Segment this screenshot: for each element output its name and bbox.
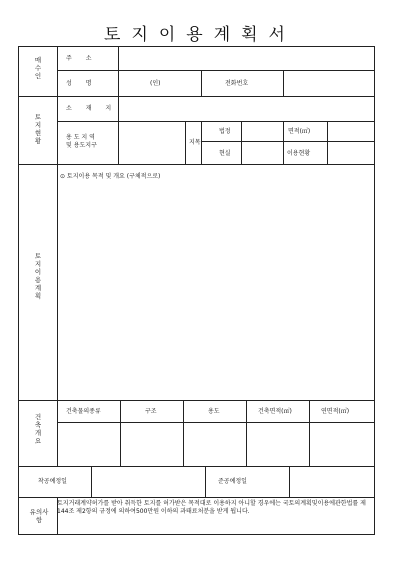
building-area-field[interactable] — [247, 423, 308, 465]
grid-line — [201, 70, 202, 96]
location-field[interactable] — [119, 97, 374, 120]
end-date-label: 준공예정일 — [218, 478, 247, 485]
legal-jimok-label: 법정 — [219, 128, 231, 135]
grid-line — [18, 400, 375, 401]
legal-jimok-field[interactable] — [242, 122, 282, 140]
notice-text: 토지거래계약허가를 받아 취득한 토지를 허가받은 목적대로 이용하지 아니할 경우에는 국토의계획및이용에관한법률 제144조 제2항의 규정에 의하여500만원 이하의 과태료처분을 받게 됩니다. — [57, 500, 366, 515]
notes-section-label: 유의사항 — [29, 508, 49, 524]
phone-label: 전화번호 — [225, 80, 249, 87]
address-field[interactable] — [119, 47, 374, 69]
plan-section-label: 토지이용계획 — [34, 252, 42, 300]
area-field[interactable] — [328, 122, 374, 140]
start-date-field[interactable] — [92, 467, 204, 496]
name-field[interactable] — [119, 71, 200, 95]
grid-line — [205, 466, 206, 497]
actual-jimok-field[interactable] — [242, 142, 282, 163]
usage-label: 이용현황 — [287, 150, 311, 157]
phone-field[interactable] — [284, 71, 374, 95]
building-use-field[interactable] — [184, 423, 245, 465]
grid-line — [185, 121, 186, 164]
purpose-textarea[interactable] — [58, 183, 374, 399]
jimok-label: 지목 — [189, 139, 201, 146]
zoning-label-2: 및 용도지구 — [66, 142, 97, 149]
form-title: 토지이용계획서 — [104, 25, 296, 45]
name-label: 성 명 — [66, 80, 98, 87]
end-date-field[interactable] — [290, 467, 374, 496]
building-total-area-field[interactable] — [310, 423, 374, 465]
applicant-section-label: 매수인 — [34, 56, 42, 80]
grid-line — [18, 497, 375, 498]
start-date-label: 착공예정일 — [38, 478, 67, 485]
building-structure-field[interactable] — [121, 423, 182, 465]
building-section-label: 건축개요 — [34, 413, 42, 445]
location-label: 소 재 지 — [66, 105, 118, 112]
zoning-label-1: 용 도 지 역 — [66, 134, 95, 141]
building-header-type: 건축물의종류 — [66, 408, 101, 415]
seal-mark: (인) — [150, 80, 161, 87]
grid-line — [201, 121, 202, 164]
actual-jimok-label: 현실 — [219, 150, 231, 157]
building-header-structure: 구조 — [145, 408, 157, 415]
building-header-use: 용도 — [208, 408, 220, 415]
zoning-field[interactable] — [119, 122, 184, 163]
grid-line — [18, 164, 375, 165]
building-header-total-area: 연면적(㎡) — [321, 408, 350, 415]
building-header-area: 건축면적(㎡) — [258, 408, 292, 415]
usage-field[interactable] — [328, 142, 374, 163]
land-section-label: 토지현황 — [34, 113, 42, 145]
grid-line — [283, 121, 284, 164]
address-label: 주 소 — [66, 55, 98, 62]
area-label: 면적(㎡) — [288, 128, 311, 135]
building-type-field[interactable] — [58, 423, 119, 465]
purpose-label: ⊙ 토지이용 목적 및 개요 (구체적으로) — [60, 173, 161, 180]
